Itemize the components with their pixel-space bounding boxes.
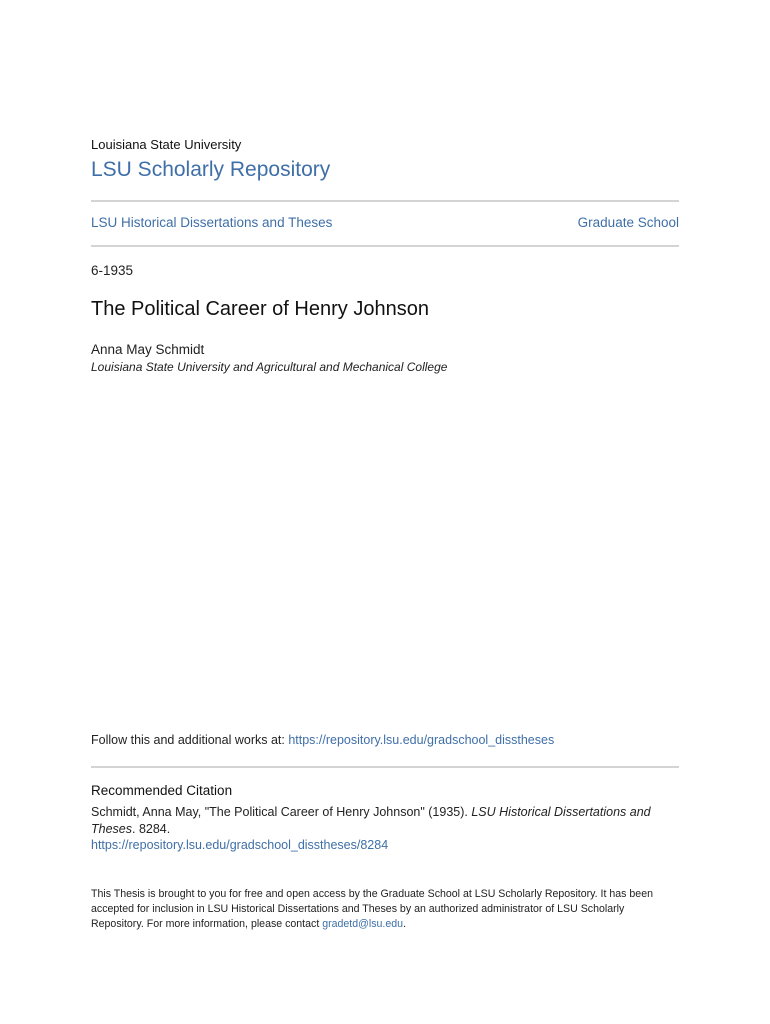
notice-end: . bbox=[403, 918, 407, 930]
divider-citation bbox=[91, 766, 679, 768]
follow-label: Follow this and additional works at: bbox=[91, 733, 289, 747]
divider-top bbox=[91, 200, 679, 202]
follow-line bbox=[91, 733, 554, 747]
access-notice bbox=[91, 887, 679, 932]
divider-nav bbox=[91, 245, 679, 247]
notice-text: This Thesis is brought to you for free and open access by the Graduate School at LSU Scholarly Repository. It has been accepted for inclusion in LSU Historical Dissertations and Theses by an authorized administrator of LSU Scholarly Repository. For more information, please contact bbox=[91, 888, 653, 930]
cover-page bbox=[91, 0, 679, 1024]
institution-name: Louisiana State University bbox=[91, 137, 242, 152]
author-name: Anna May Schmidt bbox=[91, 342, 205, 357]
author-affiliation: Louisiana State University and Agricultural and Mechanical College bbox=[91, 360, 448, 374]
graduate-school-link[interactable]: Graduate School bbox=[577, 215, 679, 230]
citation-suffix: . 8284. bbox=[132, 822, 171, 836]
citation-series: LSU Historical Dissertations and Theses bbox=[91, 805, 651, 836]
citation-url-link[interactable]: https://repository.lsu.edu/gradschool_disstheses/8284 bbox=[91, 838, 389, 852]
citation-heading: Recommended Citation bbox=[91, 783, 233, 798]
collection-link[interactable]: LSU Historical Dissertations and Theses bbox=[91, 215, 333, 230]
publication-date: 6-1935 bbox=[91, 263, 134, 278]
contact-email-link[interactable]: gradetd@lsu.edu bbox=[322, 918, 404, 930]
follow-url-link[interactable]: https://repository.lsu.edu/gradschool_disstheses bbox=[288, 733, 555, 747]
citation-prefix: Schmidt, Anna May, "The Political Career of Henry Johnson" (1935). bbox=[91, 805, 472, 819]
repository-link[interactable]: LSU Scholarly Repository bbox=[91, 158, 331, 181]
citation-text bbox=[91, 804, 679, 838]
thesis-title: The Political Career of Henry Johnson bbox=[91, 298, 429, 320]
